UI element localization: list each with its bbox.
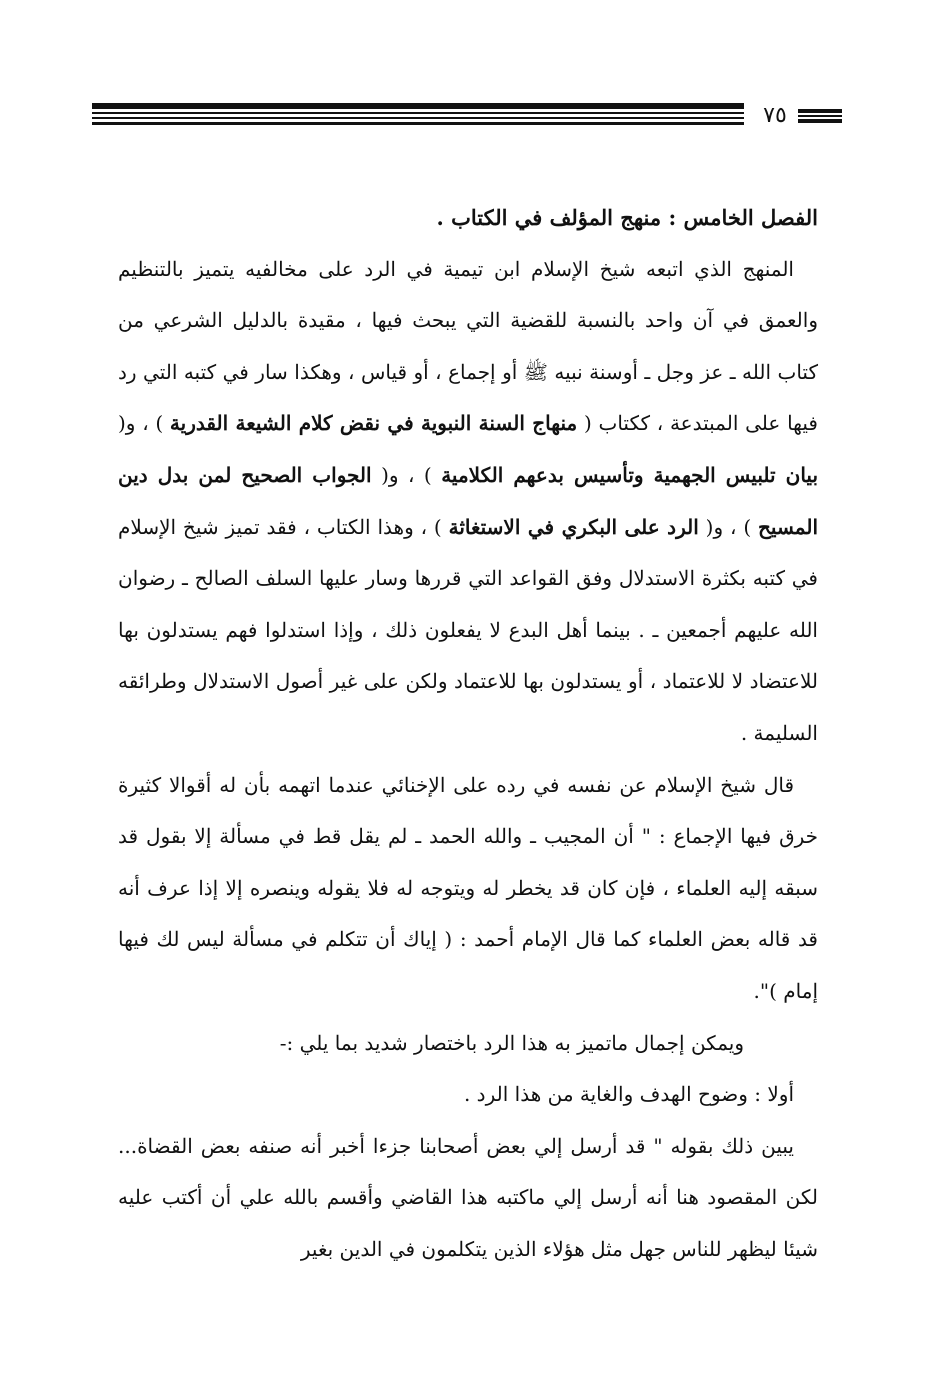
book-title: منهاج السنة النبوية في نقض كلام الشيعة القدرية <box>169 411 578 436</box>
paragraph-summary-intro: ويمكن إجمال ماتميز به هذا الرد باختصار شديد بما يلي :- <box>279 1030 744 1055</box>
header-rule-short <box>798 109 842 113</box>
page-header <box>92 101 842 131</box>
header-rule-thick <box>92 103 744 109</box>
paragraph-text: ) ، وهذا الكتاب ، فقد تميز شيخ الإسلام في كتبه بكثرة الاستدلال وفق القواعد التي قررها وسار عليها السلف الصالح ـ رضوان الله عليهم أجمعين ـ . بينما أهل البدع لا يفعلون ذلك ، وإذا استدلوا فهم يستدلون بها للاعتضاد لا للاعتماد ، أو يستدلون بها للاعتماد ولكن على غير أصول الاستدلال وطرائقه السليمة . <box>118 514 818 745</box>
page-body <box>118 192 818 1275</box>
header-rule-thick <box>92 122 744 125</box>
book-title: بيان تلبيس الجهمية وتأسيس بدعهم الكلامية <box>441 462 819 487</box>
paragraph-explanation: يبين ذلك بقوله " قد أرسل إلي بعض أصحابنا جزءا أخبر أنه صنفه بعض القضاة... لكن المقصود هنا أنه أرسل إلي ماكتبه هذا القاضي وأقسم بالله علي أن أكتب عليه شيئا ليظهر للناس جهل مثل هؤلاء الذين يتكلمون في الدين بغير <box>118 1133 818 1261</box>
paragraph-quote: قال شيخ الإسلام عن نفسه في رده على الإخنائي عندما اتهمه بأن له أقوالا كثيرة خرق فيها الإجماع : " أن المجيب ـ والله الحمد ـ لم يقل قط في مسألة إلا بقول قد سبقه إليه العلماء ، فإن كان قد يخطر له ويتوجه له فلا يقوله وينصره إلا إذا عرف أنه قد قاله بعض العلماء كما قال الإمام أحمد : ( إياك أن تتكلم في مسألة ليس لك فيها إمام )". <box>118 772 818 1003</box>
paragraph-point-one: أولا : وضوح الهدف والغاية من هذا الرد . <box>463 1082 794 1107</box>
paragraph-method <box>118 244 818 760</box>
header-rule-thin <box>92 112 744 114</box>
header-rule-thin <box>92 117 744 119</box>
paragraph-text: المنهج الذي اتبعه شيخ الإسلام ابن تيمية في الرد على مخالفيه يتميز بالتنظيم والعمق في آن واحد بالنسبة للقضية التي يبحث فيها ، مقيدة بالدليل الشرعي من كتاب الله ـ عز وجل ـ أوسنة نبيه ﷺ أو إجماع ، أو قياس ، وهكذا سار في كتبه التي رد فيها على المبتدعة ، ككتاب ( <box>118 256 818 436</box>
book-title: الجواب الصحيح لمن بدل دين المسيح <box>118 462 818 539</box>
page-number: ٧٥ <box>763 103 787 128</box>
paragraph-text: ) ، و( <box>705 514 752 539</box>
chapter-heading: الفصل الخامس : منهج المؤلف في الكتاب . <box>436 205 818 230</box>
paragraph-text: ) ، و( <box>381 462 432 487</box>
paragraph-text: ) ، و( <box>118 411 164 436</box>
header-rule-short <box>798 115 842 117</box>
book-title: الرد على البكري في الاستغاثة <box>448 514 699 539</box>
header-rule-short <box>798 119 842 123</box>
